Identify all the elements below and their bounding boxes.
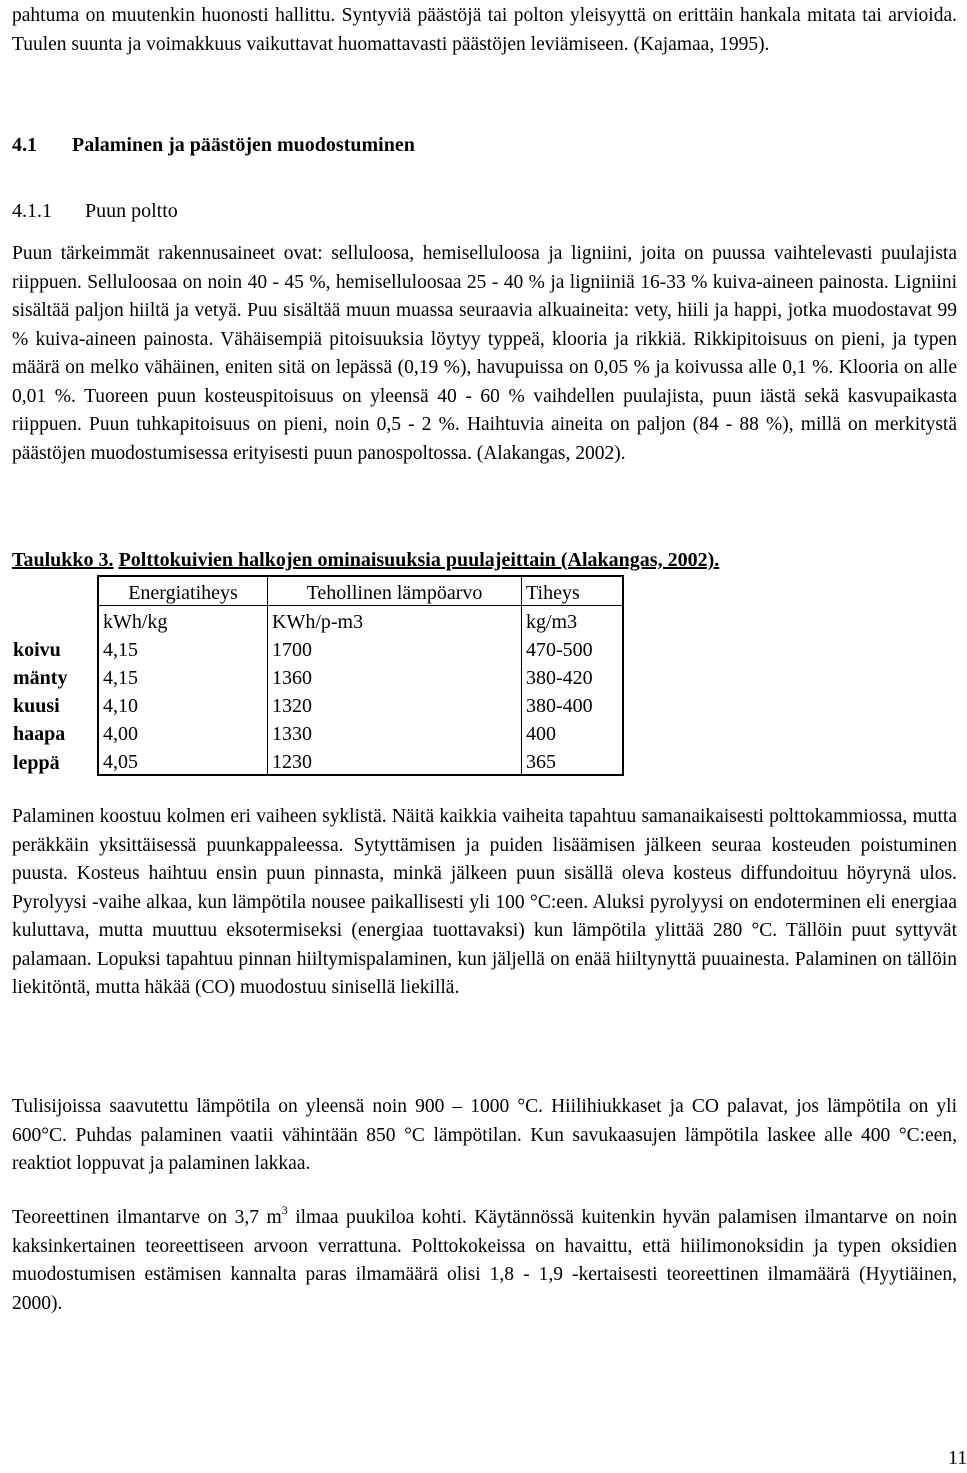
energy-cell: 4,00	[98, 718, 268, 746]
table-row	[9, 746, 623, 775]
heat-cell: 1320	[268, 690, 522, 718]
section-title: Palaminen ja päästöjen muodostuminen	[72, 134, 415, 156]
table-header-row	[9, 576, 623, 606]
unit-cell: KWh/p-m3	[268, 606, 522, 635]
header-cell: Tiheys	[522, 576, 624, 606]
species-cell: koivu	[13, 639, 61, 661]
table-row	[9, 690, 623, 718]
header-cell: Tehollinen lämpöarvo	[268, 576, 522, 606]
density-cell: 380-400	[522, 690, 624, 718]
heat-cell: 1330	[268, 718, 522, 746]
heat-cell: 1230	[268, 746, 522, 775]
section-heading	[12, 134, 415, 157]
density-cell: 400	[522, 718, 624, 746]
table-row	[9, 718, 623, 746]
subsection-number: 4.1.1	[12, 200, 52, 222]
energy-cell: 4,15	[98, 662, 268, 690]
energy-cell: 4,10	[98, 690, 268, 718]
density-cell: 380-420	[522, 662, 624, 690]
table-units-row	[9, 606, 623, 635]
paragraph-wood: Puun tärkeimmät rakennusaineet ovat: selluloosa, hemiselluloosa ja ligniini, joita on puussa vaihtelevasti puulajista riippuen. Selluloosaa on noin 40 - 45 %, hemiselluloosaa 25 - 40 % ja ligniiniä 16-33 % kuiva-aineen painosta. Ligniini sisältää paljon hiiltä ja vetyä. Puu sisältää muun muassa seuraavia alkuaineita: vety, hiili ja happi, jotka muodostavat 99 % kuiva-aineen painosta. Vähäisempiä pitoisuuksia löytyy typpeä, klooria ja rikkiä. Rikkipitoisuus on pieni, ja typen määrä on melko vähäinen, eniten sitä on lepässä (0,19 %), havupuissa on 0,05 % ja koivussa alle 0,1 %. Klooria on alle 0,01 %. Tuoreen puun kosteuspitoisuus on yleensä 40 - 60 % vaihdellen puulajista, puun iästä sekä kasvupaikasta riippuen. Puun tuhkapitoisuus on pieni, noin 0,5 - 2 %. Haihtuvia aineita on paljon (84 - 88 %), millä on merkitystä päästöjen muodostumisessa erityisesti puun panospoltossa. (Alakangas, 2002).	[12, 243, 957, 464]
paragraph-air-requirement	[12, 1204, 957, 1318]
unit-cell: kg/m3	[522, 606, 624, 635]
species-cell: kuusi	[13, 695, 60, 717]
paragraph-top: pahtuma on muutenkin huonosti hallittu. Syntyviä päästöjä tai polton yleisyyttä on erittäin hankala mitata tai arvioida. Tuulen suunta ja voimakkuus vaikuttavat huomattavasti päästöjen leviämiseen. (Kajamaa, 1995).	[12, 5, 957, 55]
header-cell	[9, 576, 98, 606]
section-number: 4.1	[12, 134, 37, 156]
species-cell: leppä	[13, 752, 60, 774]
table-caption	[12, 547, 719, 573]
paragraph-combustion: Palaminen koostuu kolmen eri vaiheen syklistä. Näitä kaikkia vaiheita tapahtuu samanaikaisesti polttokammiossa, mutta peräkkäin yksittäisessä puunkappaleessa. Sytyttämisen ja puiden lisäämisen jälkeen seuraa kosteuden poistuminen puusta. Kosteus haihtuu ensin puun pinnasta, minkä jälkeen puun sisällä oleva kosteus diffundoituu höyrynä ulos. Pyrolyysi -vaihe alkaa, kun lämpötila nousee paikallisesti yli 100 °C:een. Aluksi pyrolyysi on endoterminen eli energiaa kuluttava, mutta muuttuu eksotermiseksi (energiaa tuottavaksi) kun lämpötila ylittää 280 °C. Tällöin puut syttyvät palamaan. Lopuksi tapahtuu pinnan hiiltymispalaminen, kun jäljellä on enää hiiltynyttä puuainesta. Palaminen on tällöin liekitöntä, mutta häkää (CO) muodostuu sinisellä liekillä.	[12, 806, 957, 998]
superscript-three: 3	[281, 1203, 288, 1217]
unit-cell	[9, 606, 98, 635]
unit-cell: kWh/kg	[98, 606, 268, 635]
energy-cell: 4,05	[98, 746, 268, 775]
subsection-title: Puun poltto	[85, 200, 178, 222]
paragraph-fireplace: Tulisijoissa saavutettu lämpötila on yleensä noin 900 – 1000 °C. Hiilihiukkaset ja CO palavat, jos lämpötila on yli 600°C. Puhdas palaminen vaatii vähintään 850 °C lämpötilan. Kun savukaasujen lämpötila laskee alle 400 °C:een, reaktiot loppuvat ja palaminen lakkaa.	[12, 1096, 957, 1174]
air-text-start: Teoreettinen ilmantarve on 3,7 m	[12, 1207, 282, 1228]
subsection-heading	[12, 200, 178, 223]
table-caption-text: Polttokuivien halkojen ominaisuuksia puulajeittain (Alakangas, 2002).	[118, 549, 720, 571]
table-row	[9, 662, 623, 690]
table-row	[9, 634, 623, 662]
heat-cell: 1700	[268, 634, 522, 662]
density-cell: 470-500	[522, 634, 624, 662]
air-text-rest: ilmaa puukiloa kohti. Käytännössä kuitenkin hyvän palamisen ilmantarve on noin kaksinkertainen teoreettiseen arvoon verrattuna. Polttokokeissa on havaittu, että hiilimonoksidin ja typen oksidien muodostumisen estämisen kannalta paras ilmamäärä olisi 1,8 - 1,9 -kertaisesti teoreettinen ilmamäärä (Hyytiäinen, 2000).	[12, 1207, 957, 1314]
energy-cell: 4,15	[98, 634, 268, 662]
wood-properties-table	[9, 575, 624, 776]
page-number: 11	[948, 1447, 967, 1469]
species-cell: haapa	[13, 723, 66, 745]
header-cell: Energiatiheys	[98, 576, 268, 606]
table-caption-label: Taulukko 3.	[12, 549, 114, 571]
species-cell: mänty	[13, 667, 68, 689]
density-cell: 365	[522, 746, 624, 775]
heat-cell: 1360	[268, 662, 522, 690]
